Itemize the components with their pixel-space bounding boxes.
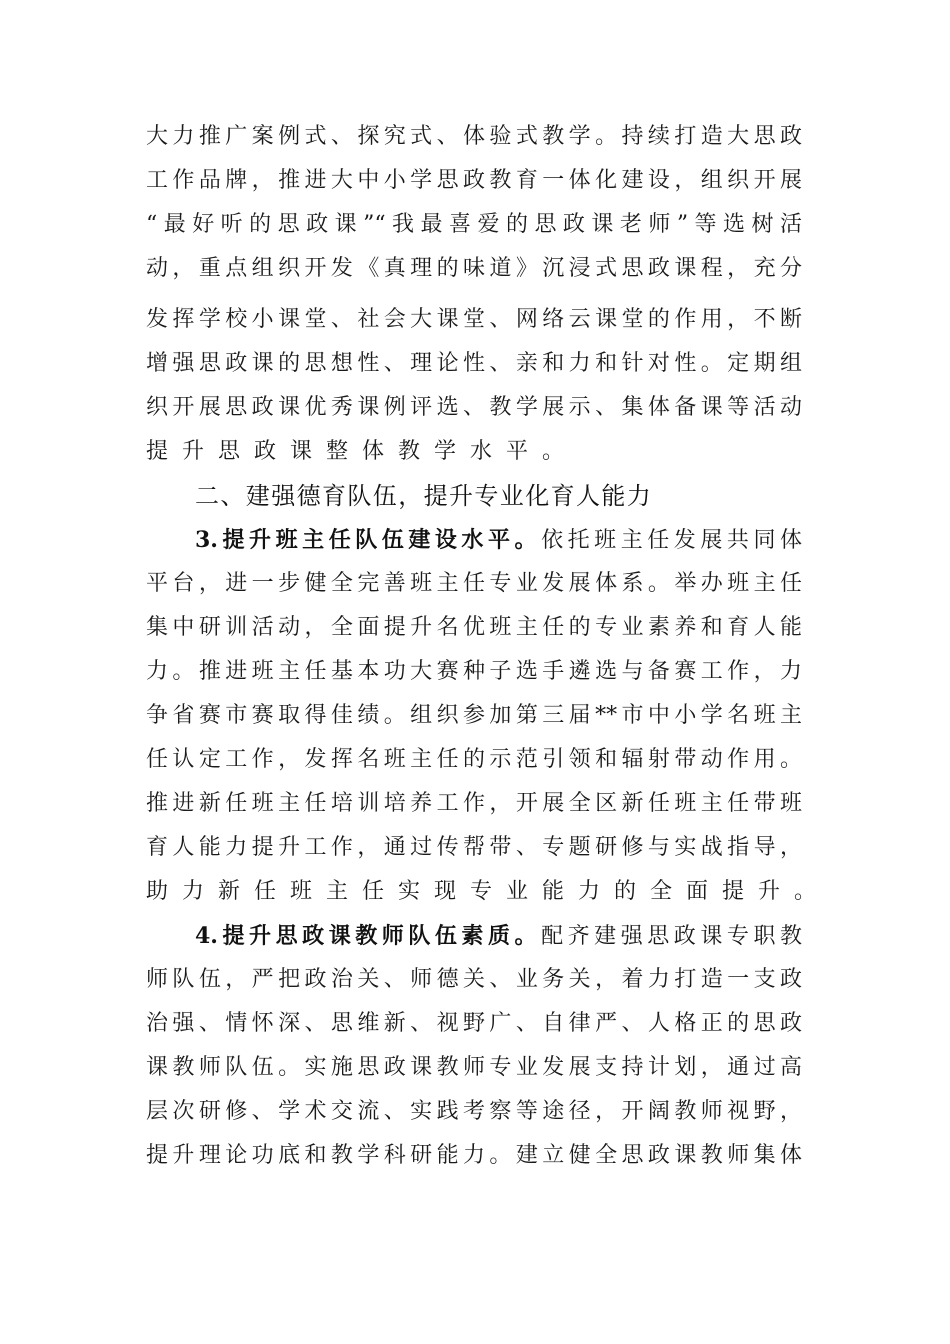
- paragraph-line: 育人能力提升工作，通过传帮带、专题研修与实战指导，: [146, 835, 802, 860]
- paragraph-line: 增强思政课的思想性、理论性、亲和力和针对性。定期组: [146, 351, 802, 376]
- paragraph-text: 配齐建强思政课专职教: [541, 924, 802, 949]
- paragraph-line: 提升思政课整体教学水平。: [146, 439, 579, 464]
- paragraph-text: 依托班主任发展共同体: [541, 528, 802, 553]
- paragraph-line: 大力推广案例式、探究式、体验式教学。持续打造大思政: [146, 124, 802, 149]
- subsection-title: 4.提升思政课教师队伍素质。: [195, 923, 542, 949]
- paragraph-line: 平台，进一步健全完善班主任专业发展体系。举办班主任: [146, 571, 802, 596]
- paragraph-line: 力。推进班主任基本功大赛种子选手遴选与备赛工作，力: [146, 659, 802, 684]
- paragraph-line: 动，重点组织开发《真理的味道》沉浸式思政课程，充分: [146, 256, 802, 281]
- paragraph-line: 师队伍，严把政治关、师德关、业务关，着力打造一支政: [146, 967, 802, 992]
- paragraph-line: 助力新任班主任实现专业能力的全面提升。: [146, 879, 831, 904]
- paragraph-line: 层次研修、学术交流、实践考察等途径，开阔教师视野，: [146, 1099, 802, 1124]
- paragraph-line: 任认定工作，发挥名班主任的示范引领和辐射带动作用。: [146, 747, 802, 772]
- subsection-title: 3.提升班主任队伍建设水平。: [195, 527, 542, 553]
- paragraph-line: 集中研训活动，全面提升名优班主任的专业素养和育人能: [146, 615, 802, 640]
- paragraph-line: 争省赛市赛取得佳绩。组织参加第三届**市中小学名班主: [146, 703, 802, 728]
- subsection-line: [195, 518, 802, 562]
- paragraph-line: 提升理论功底和教学科研能力。建立健全思政课教师集体: [146, 1143, 802, 1168]
- paragraph-line: 工作品牌，推进大中小学思政教育一体化建设，组织开展: [146, 168, 802, 193]
- paragraph-line: 发挥学校小课堂、社会大课堂、网络云课堂的作用，不断: [146, 307, 802, 332]
- paragraph-line: 推进新任班主任培训培养工作，开展全区新任班主任带班: [146, 791, 802, 816]
- section-heading: 二、建强德育队伍，提升专业化育人能力: [195, 482, 653, 510]
- paragraph-line: 课教师队伍。实施思政课教师专业发展支持计划，通过高: [146, 1055, 802, 1080]
- paragraph-line: “最好听的思政课”“我最喜爱的思政课老师”等选树活: [146, 212, 802, 237]
- paragraph-line: 织开展思政课优秀课例评选、教学展示、集体备课等活动: [146, 395, 802, 420]
- subsection-line: [195, 914, 802, 958]
- paragraph-line: 治强、情怀深、思维新、视野广、自律严、人格正的思政: [146, 1011, 802, 1036]
